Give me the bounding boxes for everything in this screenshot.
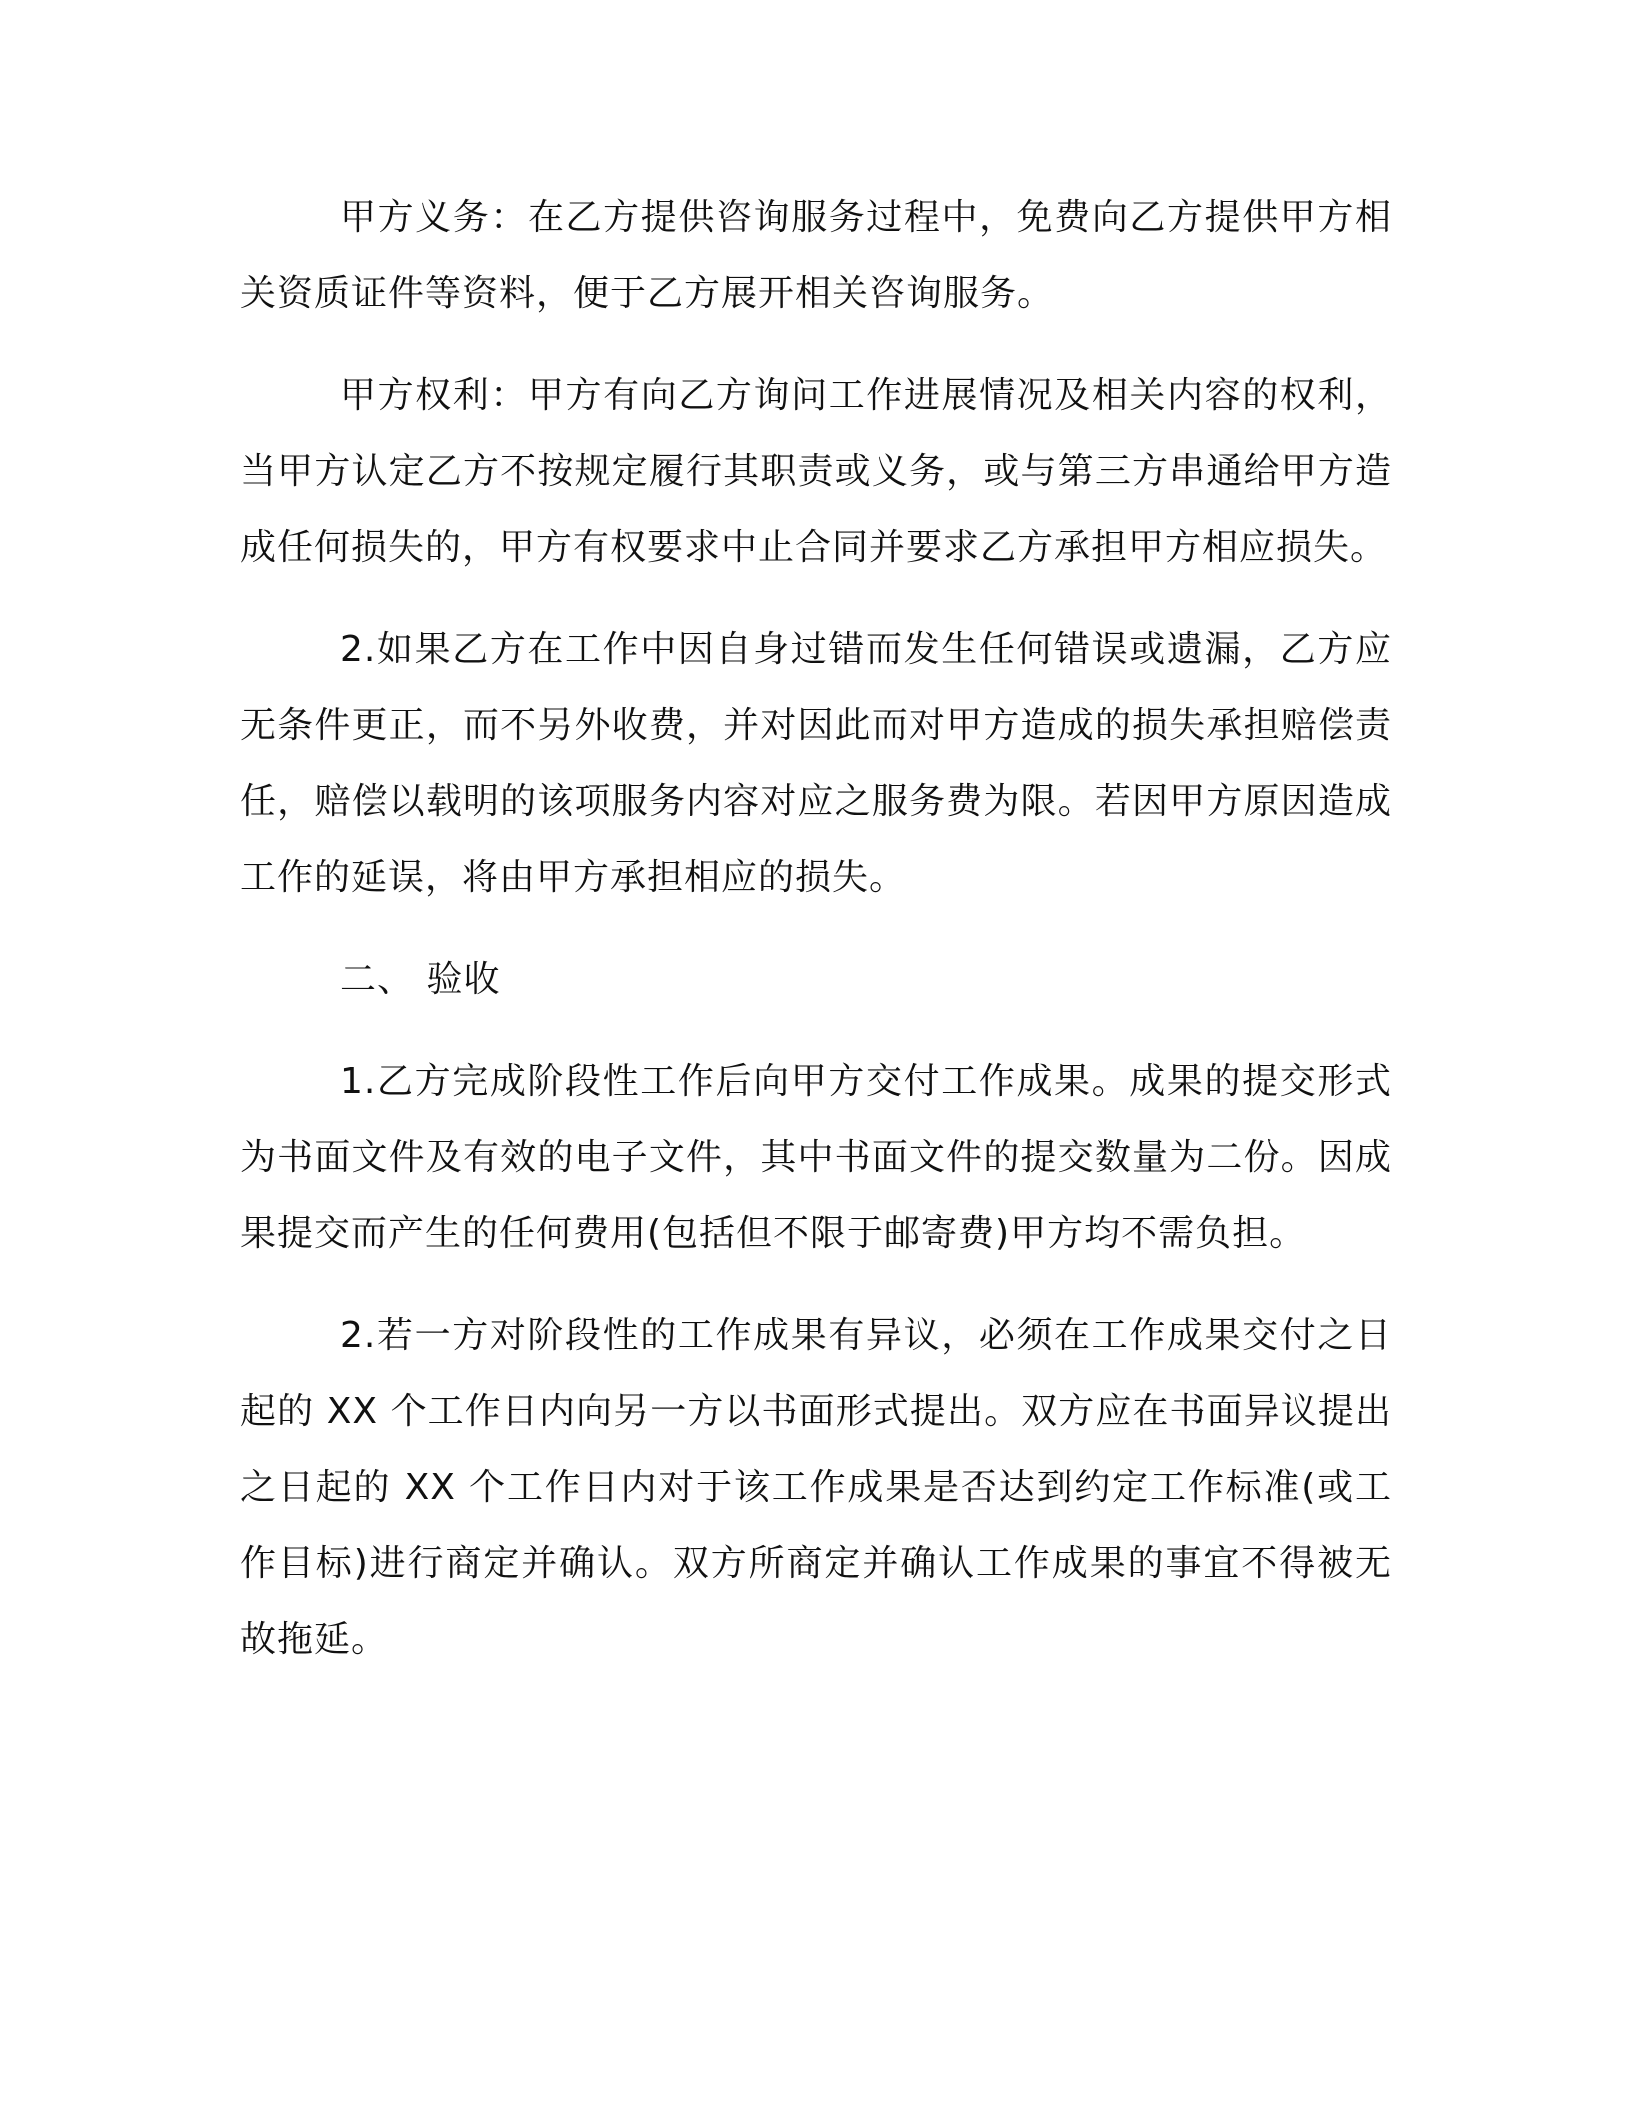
document-body [240, 180, 1392, 1704]
paragraph-party-a-obligations: 甲方义务：在乙方提供咨询服务过程中，免费向乙方提供甲方相关资质证件等资料，便于乙方展开相关咨询服务。 [240, 197, 1392, 314]
section-heading-acceptance: 二、 验收 [340, 959, 501, 1000]
paragraph-party-a-rights: 甲方权利：甲方有向乙方询问工作进展情况及相关内容的权利，当甲方认定乙方不按规定履行其职责或义务，或与第三方串通给甲方造成任何损失的，甲方有权要求中止合同并要求乙方承担甲方相应损失。 [240, 375, 1392, 568]
paragraph-deliverables: 1.乙方完成阶段性工作后向甲方交付工作成果。成果的提交形式为书面文件及有效的电子文件，其中书面文件的提交数量为二份。因成果提交而产生的任何费用(包括但不限于邮寄费)甲方均不需负担。 [240, 1061, 1392, 1254]
paragraph-objections: 2.若一方对阶段性的工作成果有异议，必须在工作成果交付之日起的 XX 个工作日内向另一方以书面形式提出。双方应在书面异议提出之日起的 XX 个工作日内对于该工作成果是否达到约定工作标准(或工作目标)进行商定并确认。双方所商定并确认工作成果的事宜不得被无故拖延。 [240, 1315, 1392, 1660]
paragraph-party-b-errors: 2.如果乙方在工作中因自身过错而发生任何错误或遗漏，乙方应无条件更正，而不另外收费，并对因此而对甲方造成的损失承担赔偿责任，赔偿以载明的该项服务内容对应之服务费为限。若因甲方原因造成工作的延误，将由甲方承担相应的损失。 [240, 629, 1392, 898]
